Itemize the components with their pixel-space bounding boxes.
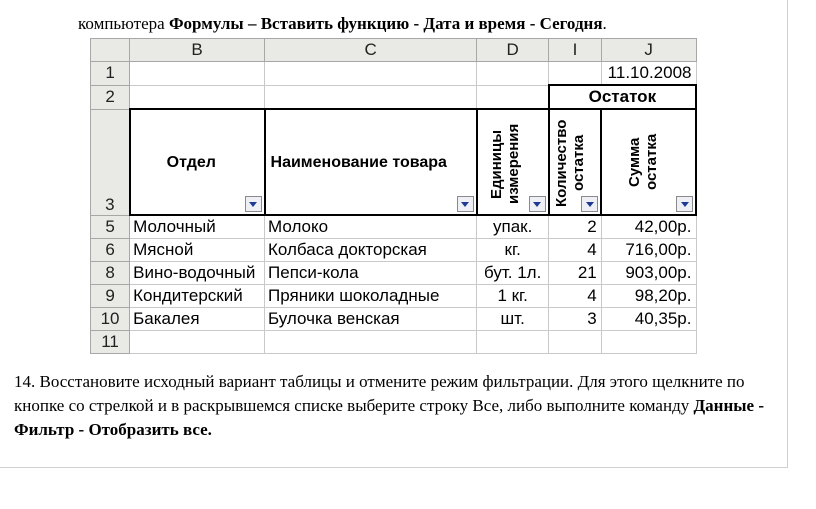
intro-prefix: компьютера	[78, 14, 165, 33]
cell-edinicy[interactable]: 1 кг.	[477, 285, 549, 308]
cell-edinicy[interactable]: упак.	[477, 215, 549, 239]
cell-otdel[interactable]: Мясной	[130, 239, 265, 262]
row-header[interactable]: 5	[91, 215, 130, 239]
cell-d1[interactable]	[477, 62, 549, 86]
cell-kolichestvo[interactable]: 3	[549, 308, 602, 331]
header-kolichestvo-label: Количество остатка	[552, 119, 587, 207]
cell-otdel[interactable]: Молочный	[130, 215, 265, 239]
cell-j11[interactable]	[601, 331, 696, 354]
cell-kolichestvo[interactable]: 21	[549, 262, 602, 285]
cell-tovar[interactable]: Булочка венская	[265, 308, 477, 331]
header-otdel[interactable]	[130, 109, 265, 215]
instruction-text: 14. Восстановите исходный вариант таблицы и отмените режим фильтрации. Для этого щелкните по кнопке со стрелкой и в раскрывшемся списке выберите строку Все, либо выполните команду	[14, 372, 745, 415]
cell-c11[interactable]	[265, 331, 477, 354]
date-cell[interactable]: 11.10.2008	[601, 62, 696, 86]
cell-kolichestvo[interactable]: 4	[549, 285, 602, 308]
cell-tovar[interactable]: Колбаса докторская	[265, 239, 477, 262]
cell-d11[interactable]	[477, 331, 549, 354]
table-row	[91, 215, 697, 239]
spreadsheet	[90, 38, 697, 353]
header-otdel-label: Отдел	[166, 154, 216, 171]
dropdown-arrow-icon	[533, 202, 541, 207]
column-header-d[interactable]: D	[477, 39, 549, 62]
table-row	[91, 285, 697, 308]
instruction-paragraph	[14, 370, 784, 442]
cell-i1[interactable]	[549, 62, 602, 86]
intro-line	[78, 14, 607, 34]
header-edinicy[interactable]	[477, 109, 549, 215]
row-header[interactable]: 10	[91, 308, 130, 331]
cell-b1[interactable]	[130, 62, 265, 86]
cell-kolichestvo[interactable]: 4	[549, 239, 602, 262]
cell-d2[interactable]	[477, 85, 549, 109]
cell-edinicy[interactable]: кг.	[477, 239, 549, 262]
cell-otdel[interactable]: Вино-водочный	[130, 262, 265, 285]
cell-tovar[interactable]: Пепси-кола	[265, 262, 477, 285]
intro-suffix: .	[602, 14, 607, 33]
select-all-corner[interactable]	[91, 39, 130, 62]
dropdown-arrow-icon	[681, 202, 689, 207]
cell-summa[interactable]: 98,20р.	[601, 285, 696, 308]
row-header[interactable]: 1	[91, 62, 130, 86]
cell-edinicy[interactable]: шт.	[477, 308, 549, 331]
row-header[interactable]: 6	[91, 239, 130, 262]
row-header[interactable]: 9	[91, 285, 130, 308]
cell-c2[interactable]	[265, 85, 477, 109]
instruction-command: Данные - Фильтр - Отобразить все.	[14, 396, 764, 439]
header-summa-label: Сумма остатка	[626, 133, 661, 191]
header-kolichestvo[interactable]	[549, 109, 602, 215]
ostatok-group-header[interactable]: Остаток	[549, 85, 696, 109]
column-header-i[interactable]: I	[549, 39, 602, 62]
row-header[interactable]: 8	[91, 262, 130, 285]
header-edinicy-label: Единицы измерения	[487, 123, 522, 205]
cell-edinicy[interactable]: бут. 1л.	[477, 262, 549, 285]
column-header-b[interactable]: B	[130, 39, 265, 62]
row-header[interactable]: 11	[91, 331, 130, 354]
filter-dropdown-button[interactable]	[457, 196, 474, 212]
cell-otdel[interactable]: Бакалея	[130, 308, 265, 331]
cell-c1[interactable]	[265, 62, 477, 86]
cell-summa[interactable]: 716,00р.	[601, 239, 696, 262]
dropdown-arrow-icon	[249, 202, 257, 207]
dropdown-arrow-icon	[586, 202, 594, 207]
cell-i11[interactable]	[549, 331, 602, 354]
header-tovar-label: Наименование товара	[270, 154, 447, 171]
filter-dropdown-button[interactable]	[581, 196, 598, 212]
cell-tovar[interactable]: Пряники шоколадные	[265, 285, 477, 308]
cell-summa[interactable]: 903,00р.	[601, 262, 696, 285]
column-header-j[interactable]: J	[601, 39, 696, 62]
row-header[interactable]: 3	[91, 109, 130, 215]
cell-b11[interactable]	[130, 331, 265, 354]
table-row	[91, 262, 697, 285]
filter-dropdown-button[interactable]	[529, 196, 546, 212]
row-header[interactable]: 2	[91, 85, 130, 109]
cell-otdel[interactable]: Кондитерский	[130, 285, 265, 308]
column-header-c[interactable]: C	[265, 39, 477, 62]
table-row	[91, 308, 697, 331]
cell-kolichestvo[interactable]: 2	[549, 215, 602, 239]
cell-b2[interactable]	[130, 85, 265, 109]
intro-command: Формулы – Вставить функцию - Дата и время - Сегодня	[168, 14, 603, 33]
dropdown-arrow-icon	[461, 202, 469, 207]
header-tovar[interactable]	[265, 109, 477, 215]
cell-summa[interactable]: 42,00р.	[601, 215, 696, 239]
filter-dropdown-button[interactable]	[245, 196, 262, 212]
table-row	[91, 239, 697, 262]
filter-dropdown-button[interactable]	[676, 196, 693, 212]
cell-summa[interactable]: 40,35р.	[601, 308, 696, 331]
cell-tovar[interactable]: Молоко	[265, 215, 477, 239]
header-summa[interactable]	[601, 109, 696, 215]
